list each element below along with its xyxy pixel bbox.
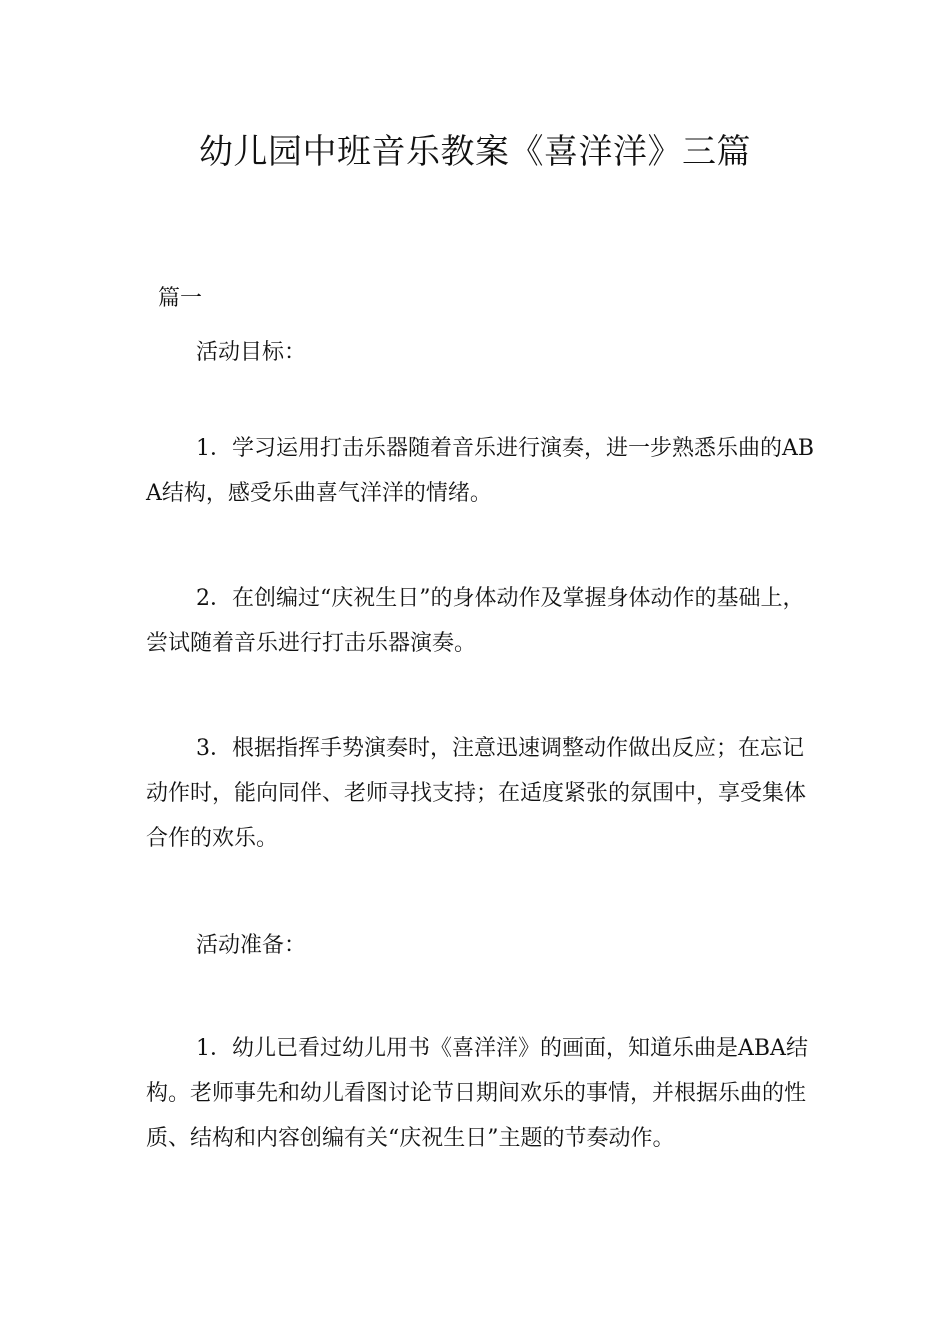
goal-paragraph: 1．学习运用打击乐器随着音乐进行演奏，进一步熟悉乐曲的ABA结构，感受乐曲喜气洋洋的情绪。: [146, 436, 815, 506]
goal-paragraph: 3．根据指挥手势演奏时，注意迅速调整动作做出反应；在忘记动作时，能向同伴、老师寻找支持；在适度紧张的氛围中，享受集体合作的欢乐。: [146, 736, 807, 851]
section-label: 篇一: [158, 286, 203, 311]
prep-heading: 活动准备：: [196, 933, 307, 958]
goals-heading: 活动目标：: [196, 340, 307, 365]
goal-paragraph: 2．在创编过“庆祝生日”的身体动作及掌握身体动作的基础上，尝试随着音乐进行打击乐器演奏。: [146, 586, 805, 656]
prep-paragraph: 1．幼儿已看过幼儿用书《喜洋洋》的画面，知道乐曲是ABA结构。老师事先和幼儿看图讨论节日期间欢乐的事情，并根据乐曲的性质、结构和内容创编有关“庆祝生日”主题的节奏动作。: [146, 1036, 808, 1151]
document-title: 幼儿园中班音乐教案《喜洋洋》三篇: [199, 132, 751, 172]
